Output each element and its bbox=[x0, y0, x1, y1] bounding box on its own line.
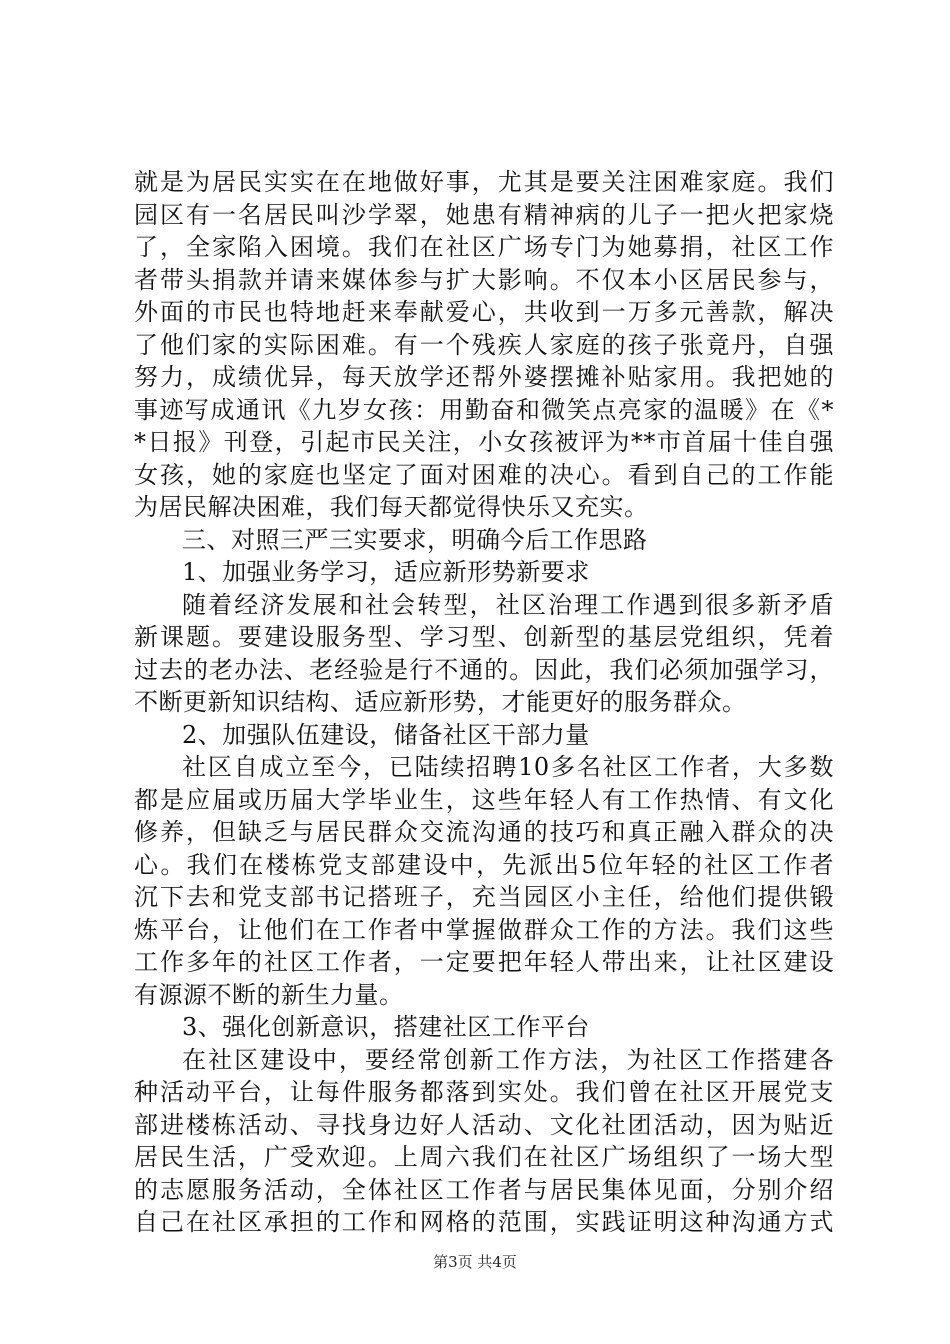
text-line: 园区有一名居民叫沙学翠，她患有精神病的儿子一把火把家烧 bbox=[134, 200, 834, 229]
subsection-heading: 2、加强队伍建设，储备社区干部力量 bbox=[182, 720, 590, 749]
text-line: 自己在社区承担的工作和网格的范围，实践证明这种沟通方式 bbox=[134, 1208, 834, 1236]
text-line: 种活动平台，让每件服务都落到实处。我们曾在社区开展党支 bbox=[134, 1078, 834, 1106]
text-line: 就是为居民实实在在地做好事，尤其是要关注困难家庭。我们 bbox=[134, 168, 834, 196]
text-line: 部进楼栋活动、寻找身边好人活动、文化社团活动，因为贴近 bbox=[134, 1110, 834, 1139]
text-line: 心。我们在楼栋党支部建设中，先派出5位年轻的社区工作者 bbox=[134, 850, 834, 879]
text-line: 的志愿服务活动，全体社区工作者与居民集体见面，分别介绍 bbox=[134, 1175, 834, 1204]
text-line: 修养，但缺乏与居民群众交流沟通的技巧和真正融入群众的决 bbox=[134, 818, 834, 846]
text-line: 者带头捐款并请来媒体参与扩大影响。不仅本小区居民参与， bbox=[134, 265, 834, 294]
text-line: 努力，成绩优异，每天放学还帮外婆摆摊补贴家用。我把她的 bbox=[134, 363, 834, 391]
section-heading: 三、对照三严三实要求，明确今后工作思路 bbox=[182, 525, 648, 554]
text-line: 炼平台，让他们在工作者中掌握做群众工作的方法。我们这些 bbox=[134, 915, 834, 944]
text-line: 了，全家陷入困境。我们在社区广场专门为她募捐，社区工作 bbox=[134, 233, 834, 261]
subsection-heading: 3、强化创新意识，搭建社区工作平台 bbox=[182, 1013, 590, 1041]
page-footer: 第3页 共4页 bbox=[433, 1253, 517, 1271]
body-text bbox=[134, 166, 834, 1239]
text-line: *日报》刊登，引起市民关注，小女孩被评为**市首届十佳自强 bbox=[134, 428, 834, 456]
text-line: 在社区建设中，要经常创新工作方法，为社区工作搭建各 bbox=[182, 1045, 834, 1074]
text-line: 过去的老办法、老经验是行不通的。因此，我们必须加强学习， bbox=[134, 655, 834, 684]
text-line: 沉下去和党支部书记搭班子，充当园区小主任，给他们提供锻 bbox=[134, 883, 834, 911]
text-line: 事迹写成通讯《九岁女孩：用勤奋和微笑点亮家的温暖》在《* bbox=[134, 395, 834, 424]
text-line: 都是应届或历届大学毕业生，这些年轻人有工作热情、有文化 bbox=[134, 785, 834, 814]
text-line: 新课题。要建设服务型、学习型、创新型的基层党组织，凭着 bbox=[134, 623, 834, 651]
text-line: 女孩，她的家庭也坚定了面对困难的决心。看到自己的工作能 bbox=[134, 460, 834, 489]
text-line: 居民生活，广受欢迎。上周六我们在社区广场组织了一场大型 bbox=[134, 1143, 834, 1171]
text-line: 了他们家的实际困难。有一个残疾人家庭的孩子张竟丹，自强 bbox=[134, 330, 834, 359]
subsection-heading: 1、加强业务学习，适应新形势新要求 bbox=[182, 558, 590, 586]
text-line: 社区自成立至今，已陆续招聘10多名社区工作者，大多数 bbox=[182, 753, 834, 781]
text-line: 随着经济发展和社会转型，社区治理工作遇到很多新矛盾 bbox=[182, 590, 834, 619]
text-line: 不断更新知识结构、适应新形势，才能更好的服务群众。 bbox=[134, 688, 747, 716]
text-line: 外面的市民也特地赶来奉献爱心，共收到一万多元善款，解决 bbox=[134, 298, 834, 326]
text-line: 有源源不断的新生力量。 bbox=[134, 980, 404, 1009]
text-line: 工作多年的社区工作者，一定要把年轻人带出来，让社区建设 bbox=[134, 948, 834, 976]
text-line: 为居民解决困难，我们每天都觉得快乐又充实。 bbox=[134, 493, 649, 521]
